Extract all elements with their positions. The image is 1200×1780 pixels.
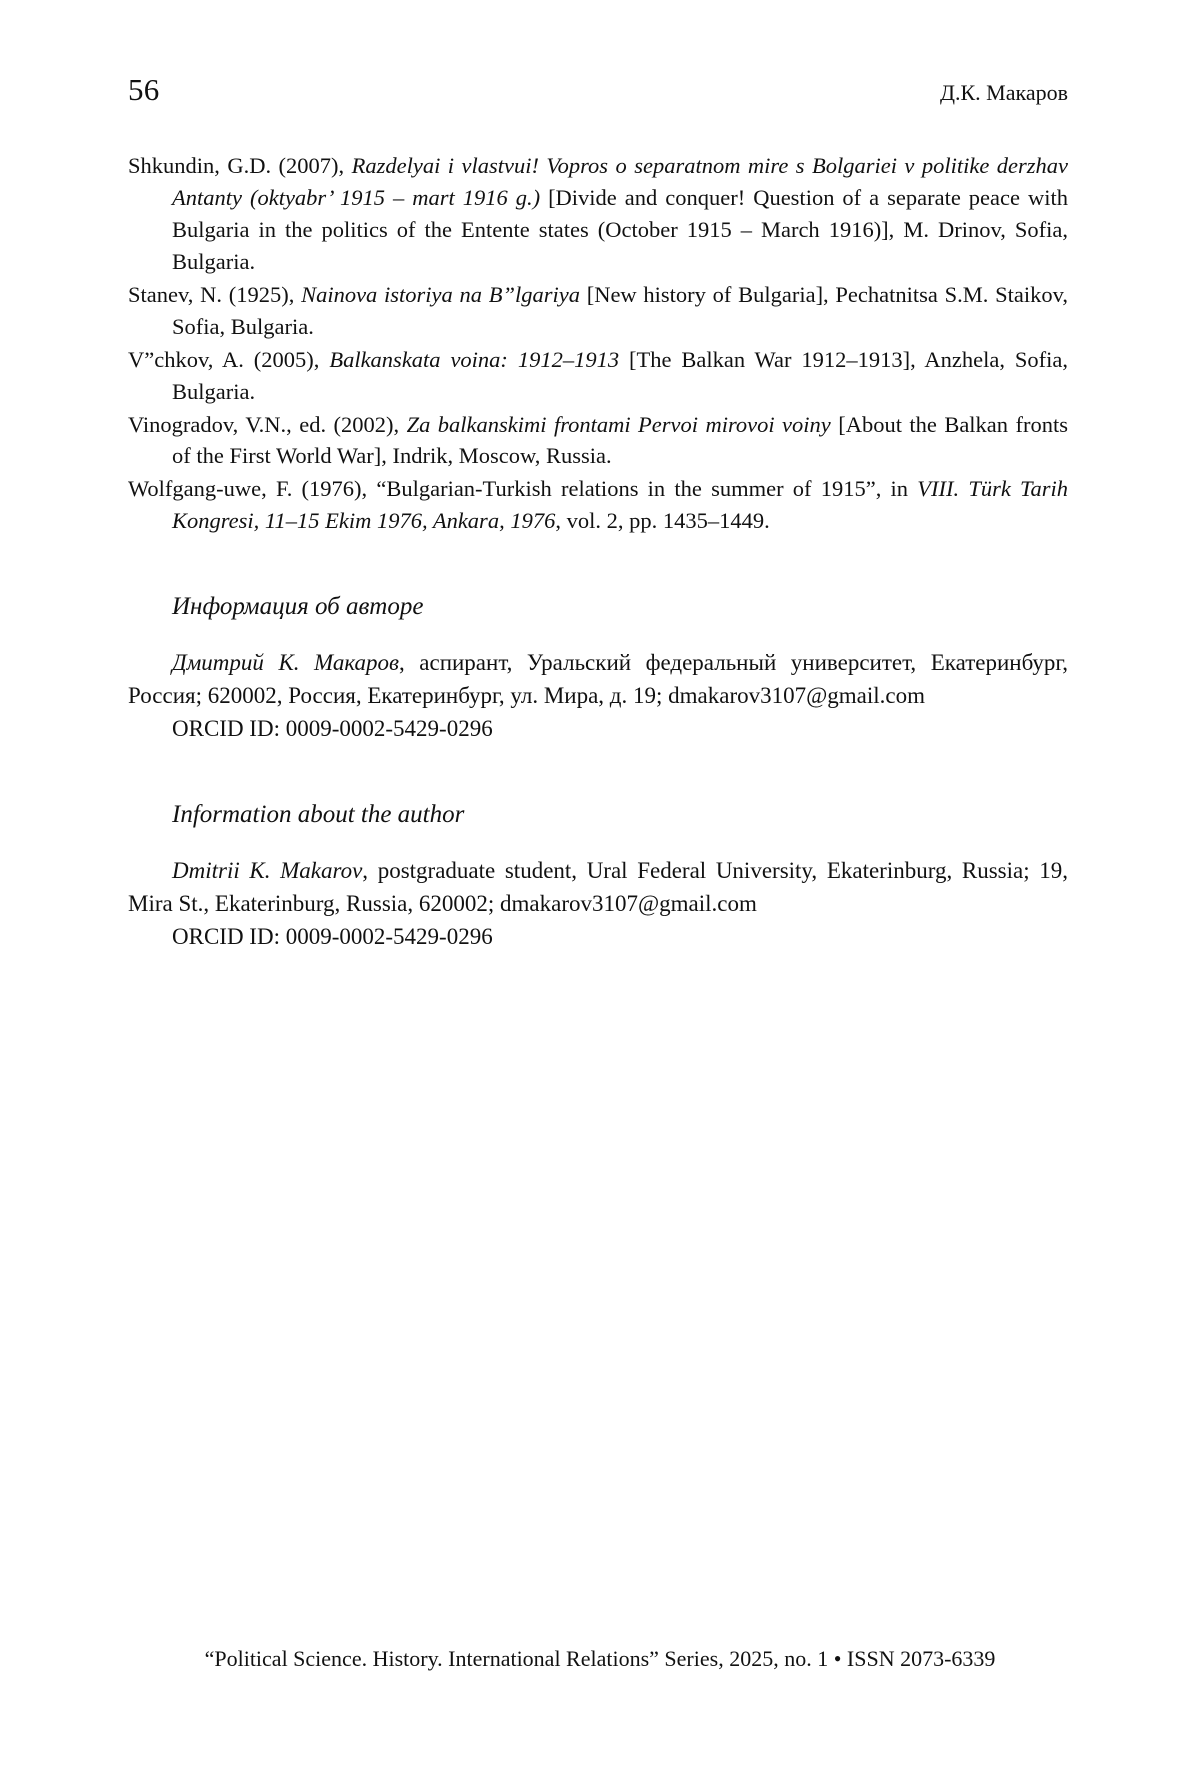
page-number: 56 (128, 72, 160, 107)
reference-title: Za balkanskimi frontami Pervoi mirovoi voiny (406, 411, 831, 437)
reference-text: Stanev, N. (1925), (128, 281, 302, 307)
reference-text: V”chkov, A. (2005), (128, 346, 330, 372)
reference-entry (128, 150, 1068, 278)
running-head (128, 72, 1068, 108)
reference-text: , vol. 2, pp. 1435–1449. (555, 508, 770, 534)
reference-title: Balkanskata voina: 1912–1913 (329, 346, 620, 372)
orcid-en: ORCID ID: 0009-0002-5429-0296 (172, 923, 493, 949)
reference-entry (128, 344, 1068, 408)
references-list (128, 150, 1068, 537)
reference-text: [About the Balkan fronts of the First World War], Indrik, Moscow, Russia. (172, 411, 1068, 469)
reference-text: Shkundin, G.D. (2007), (128, 153, 352, 178)
author-info-en-block (128, 801, 1068, 953)
reference-title: VIII. Türk Tarih Kongresi, 11–15 Ekim 1976, Ankara, 1976 (172, 476, 1068, 534)
reference-title: Razdelyai i vlastvui! Vopros o separatnom mire s Bolgariei v politike derzhav Antanty (oktyabr’ 1915 – mart 1916 g.) (172, 153, 1068, 210)
reference-text: [The Balkan War 1912–1913], Anzhela, Sofia, Bulgaria. (172, 346, 1068, 404)
reference-text: [New history of Bulgaria], Pechatnitsa S.M. Staikov, Sofia, Bulgaria. (172, 281, 1069, 339)
page-footer: “Political Science. History. International Relations” Series, 2025, no. 1 • ISSN 2073-6339 (204, 1646, 996, 1671)
page-content (128, 72, 1068, 953)
author-details-en: , postgraduate student, Ural Federal University, Ekaterinburg, Russia; 19, Mira St., Ekaterinburg, Russia, 620002; dmakarov3107@gmail.com (128, 858, 1068, 916)
reference-entry (128, 409, 1068, 473)
author-info-ru-paragraph (128, 647, 1068, 712)
reference-entry (128, 279, 1068, 343)
reference-entry (128, 473, 1068, 537)
author-name-en: Dmitrii K. Makarov (172, 858, 363, 884)
author-info-en-paragraph (128, 855, 1068, 920)
reference-text: Vinogradov, V.N., ed. (2002), (128, 411, 407, 437)
author-details-ru: , аспирант, Уральский федеральный университет, Екатеринбург, Россия; 620002, Россия, Екатеринбург, ул. Мира, д. 19; dmakarov3107@gmail.com (128, 650, 1068, 708)
reference-text: [Divide and conquer! Question of a separate peace with Bulgaria in the politics of the Entente states (October 1915 – March 1916)], M. Drinov, Sofia, Bulgaria. (172, 184, 1068, 274)
reference-title: Nainova istoriya na B”lgariya (301, 281, 580, 307)
reference-text: Wolfgang-uwe, F. (1976), “Bulgarian-Turkish relations in the summer of 1915”, in (128, 476, 918, 502)
author-name-ru: Дмитрий К. Макаров (172, 650, 399, 676)
orcid-ru: ORCID ID: 0009-0002-5429-0296 (172, 715, 493, 741)
author-info-en-heading: Information about the author (172, 801, 465, 829)
author-info-ru-block (128, 593, 1068, 745)
running-head-author: Д.К. Макаров (939, 80, 1068, 105)
author-info-ru-heading: Информация об авторе (172, 593, 424, 621)
